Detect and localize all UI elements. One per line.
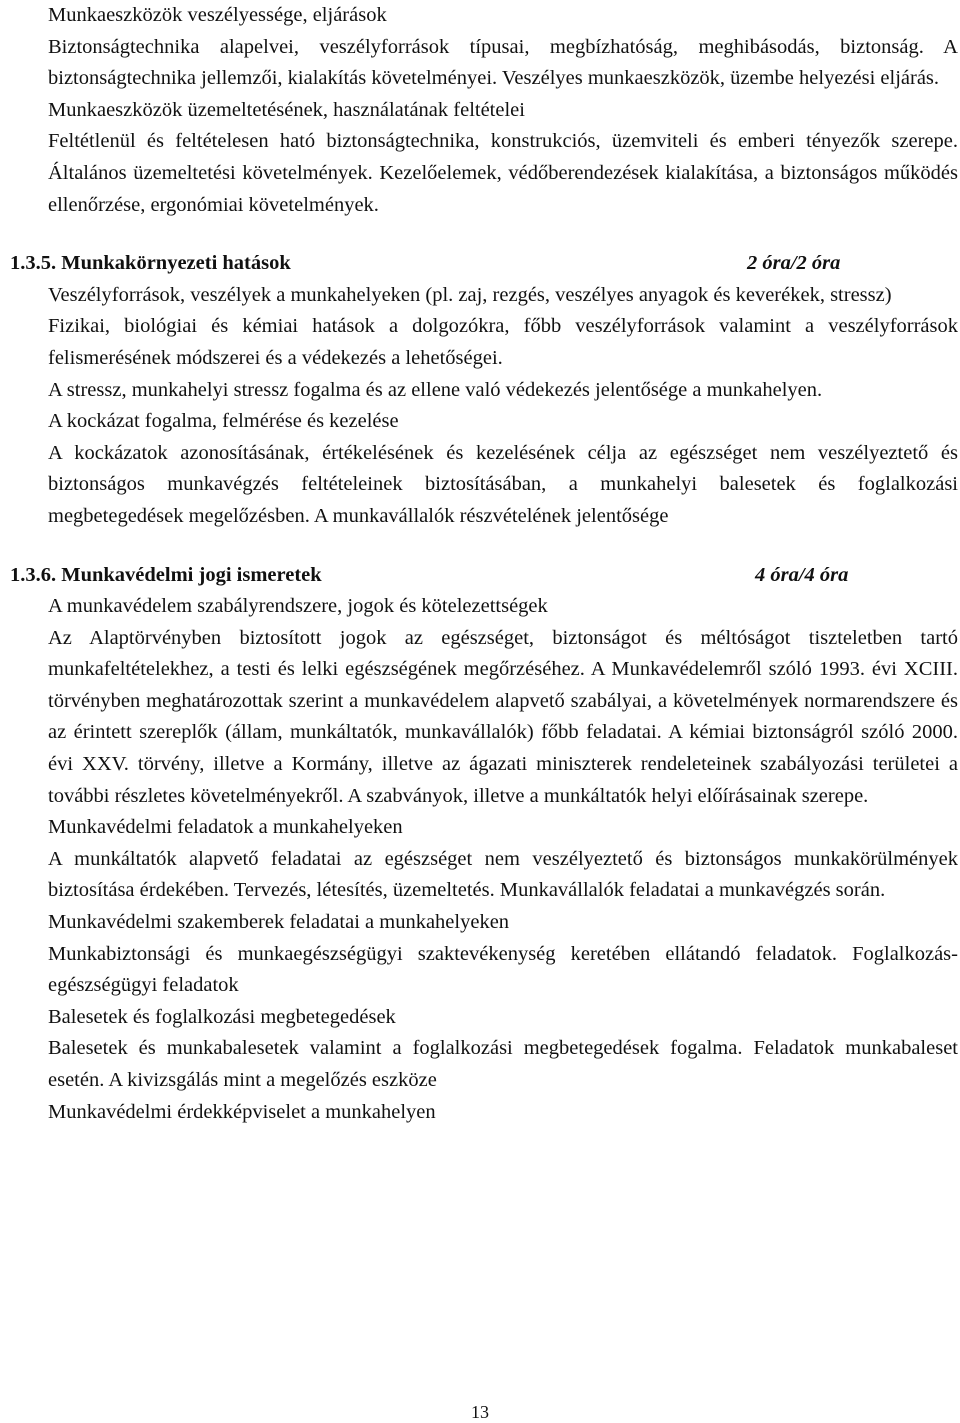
section-hours: 2 óra/2 óra [747, 252, 841, 275]
section-number: 1.3.5. [10, 252, 57, 275]
subheading: Munkavédelmi feladatok a munkahelyeken [48, 816, 403, 839]
section-top-title: Munkaeszközök veszélyessége, eljárások [48, 4, 387, 26]
section-title: Munkavédelmi jogi ismeretek [61, 563, 322, 586]
subheading: Munkavédelmi szakemberek feladatai a munkahelyeken [48, 911, 510, 934]
section-top-paragraph-2 [48, 126, 958, 221]
paragraph: Az Alaptörvényben biztosított jogok az egészséget, biztonságot és méltóságot tiszteletben tartó munkafeltételekhez, a testi és lelki egészségének megőrzéséhez. A Munkavédelemről szóló 1993. évi XCIII. törvényben meghatározottak szerint a munkavédelem alapvető szabályai, a követelmények normarendszere és az érintett szereplők (állam, munkáltatók, munkavállalók) főbb feladatai. A kémiai biztonságról szóló 2000. évi XXV. törvény, illetve a Kormány, illetve az ágazati miniszterek rendeleteinek szabályozási területei a további részletes követelményekről. A szabványok, illetve a munkáltatók helyi előírásainak szerepe. [48, 626, 958, 807]
document-page [10, 0, 958, 1128]
page-number: 13 [471, 1402, 489, 1422]
paragraph: A munkáltatók alapvető feladatai az egészséget nem veszélyeztető és biztonságos munkakörülmények biztosítása érdekében. Tervezés, létesítés, üzemeltetés. Munkavállalók feladatai a munkavégzés során. [48, 847, 958, 902]
section-heading-1-3-6 [10, 560, 958, 592]
paragraph: A kockázatok azonosításának, értékelésének és kezelésének célja az egészséget nem veszélyeztető és biztonságos munkavégzés feltételeinek biztosításában, a munkahelyi balesetek és foglalkozási megbetegedések megelőzésben. A munkavállalók részvételének jelentősége [48, 441, 958, 527]
paragraph: Veszélyforrások, veszélyek a munkahelyeken (pl. zaj, rezgés, veszélyes anyagok és keverékek, stressz) [48, 283, 892, 306]
subheading: Balesetek és foglalkozási megbetegedések [48, 1005, 396, 1028]
section-top-subtitle: Munkaeszközök üzemeltetésének, használatának feltételei [48, 98, 525, 121]
subheading: A kockázat fogalma, felmérése és kezelése [48, 410, 399, 433]
section-heading-1-3-5 [10, 248, 958, 280]
subheading: A munkavédelem szabályrendszere, jogok és kötelezettségek [48, 595, 548, 618]
subheading: Munkavédelmi érdekképviselet a munkahelyen [48, 1100, 436, 1123]
section-top-paragraph-2-text: Feltétlenül és feltételesen ható biztonságtechnika, konstrukciós, üzemviteli és emberi tényezők szerepe. Általános üzemeltetési követelmények. Kezelőelemek, védőberendezések kialakítása, a biztonságos működés ellenőrzése, ergonómiai követelmények. [48, 130, 958, 216]
section-hours: 4 óra/4 óra [755, 563, 849, 586]
section-number: 1.3.6. [10, 563, 57, 586]
paragraph: Munkabiztonsági és munkaegészségügyi szaktevékenység keretében ellátandó feladatok. Foglalkozás-egészségügyi feladatok [48, 942, 958, 997]
section-top-paragraph-1: Biztonságtechnika alapelvei, veszélyforrások típusai, megbízhatóság, meghibásodás, biztonság. A biztonságtechnika jellemzői, kialakítás követelményei. Veszélyes munkaeszközök, üzembe helyezési eljárás. [48, 35, 958, 90]
paragraph: Balesetek és munkabalesetek valamint a foglalkozási megbetegedések fogalma. Feladatok munkabaleset esetén. A kivizsgálás mint a megelőzés eszköze [48, 1037, 958, 1091]
paragraph: Fizikai, biológiai és kémiai hatások a dolgozókra, főbb veszélyforrások valamint a veszélyforrások felismerésének módszerei és a védekezés a lehetőségei. [48, 315, 958, 369]
section-title: Munkakörnyezeti hatások [61, 252, 291, 275]
paragraph: A stressz, munkahelyi stressz fogalma és az ellene való védekezés jelentősége a munkahelyen. [48, 378, 823, 401]
